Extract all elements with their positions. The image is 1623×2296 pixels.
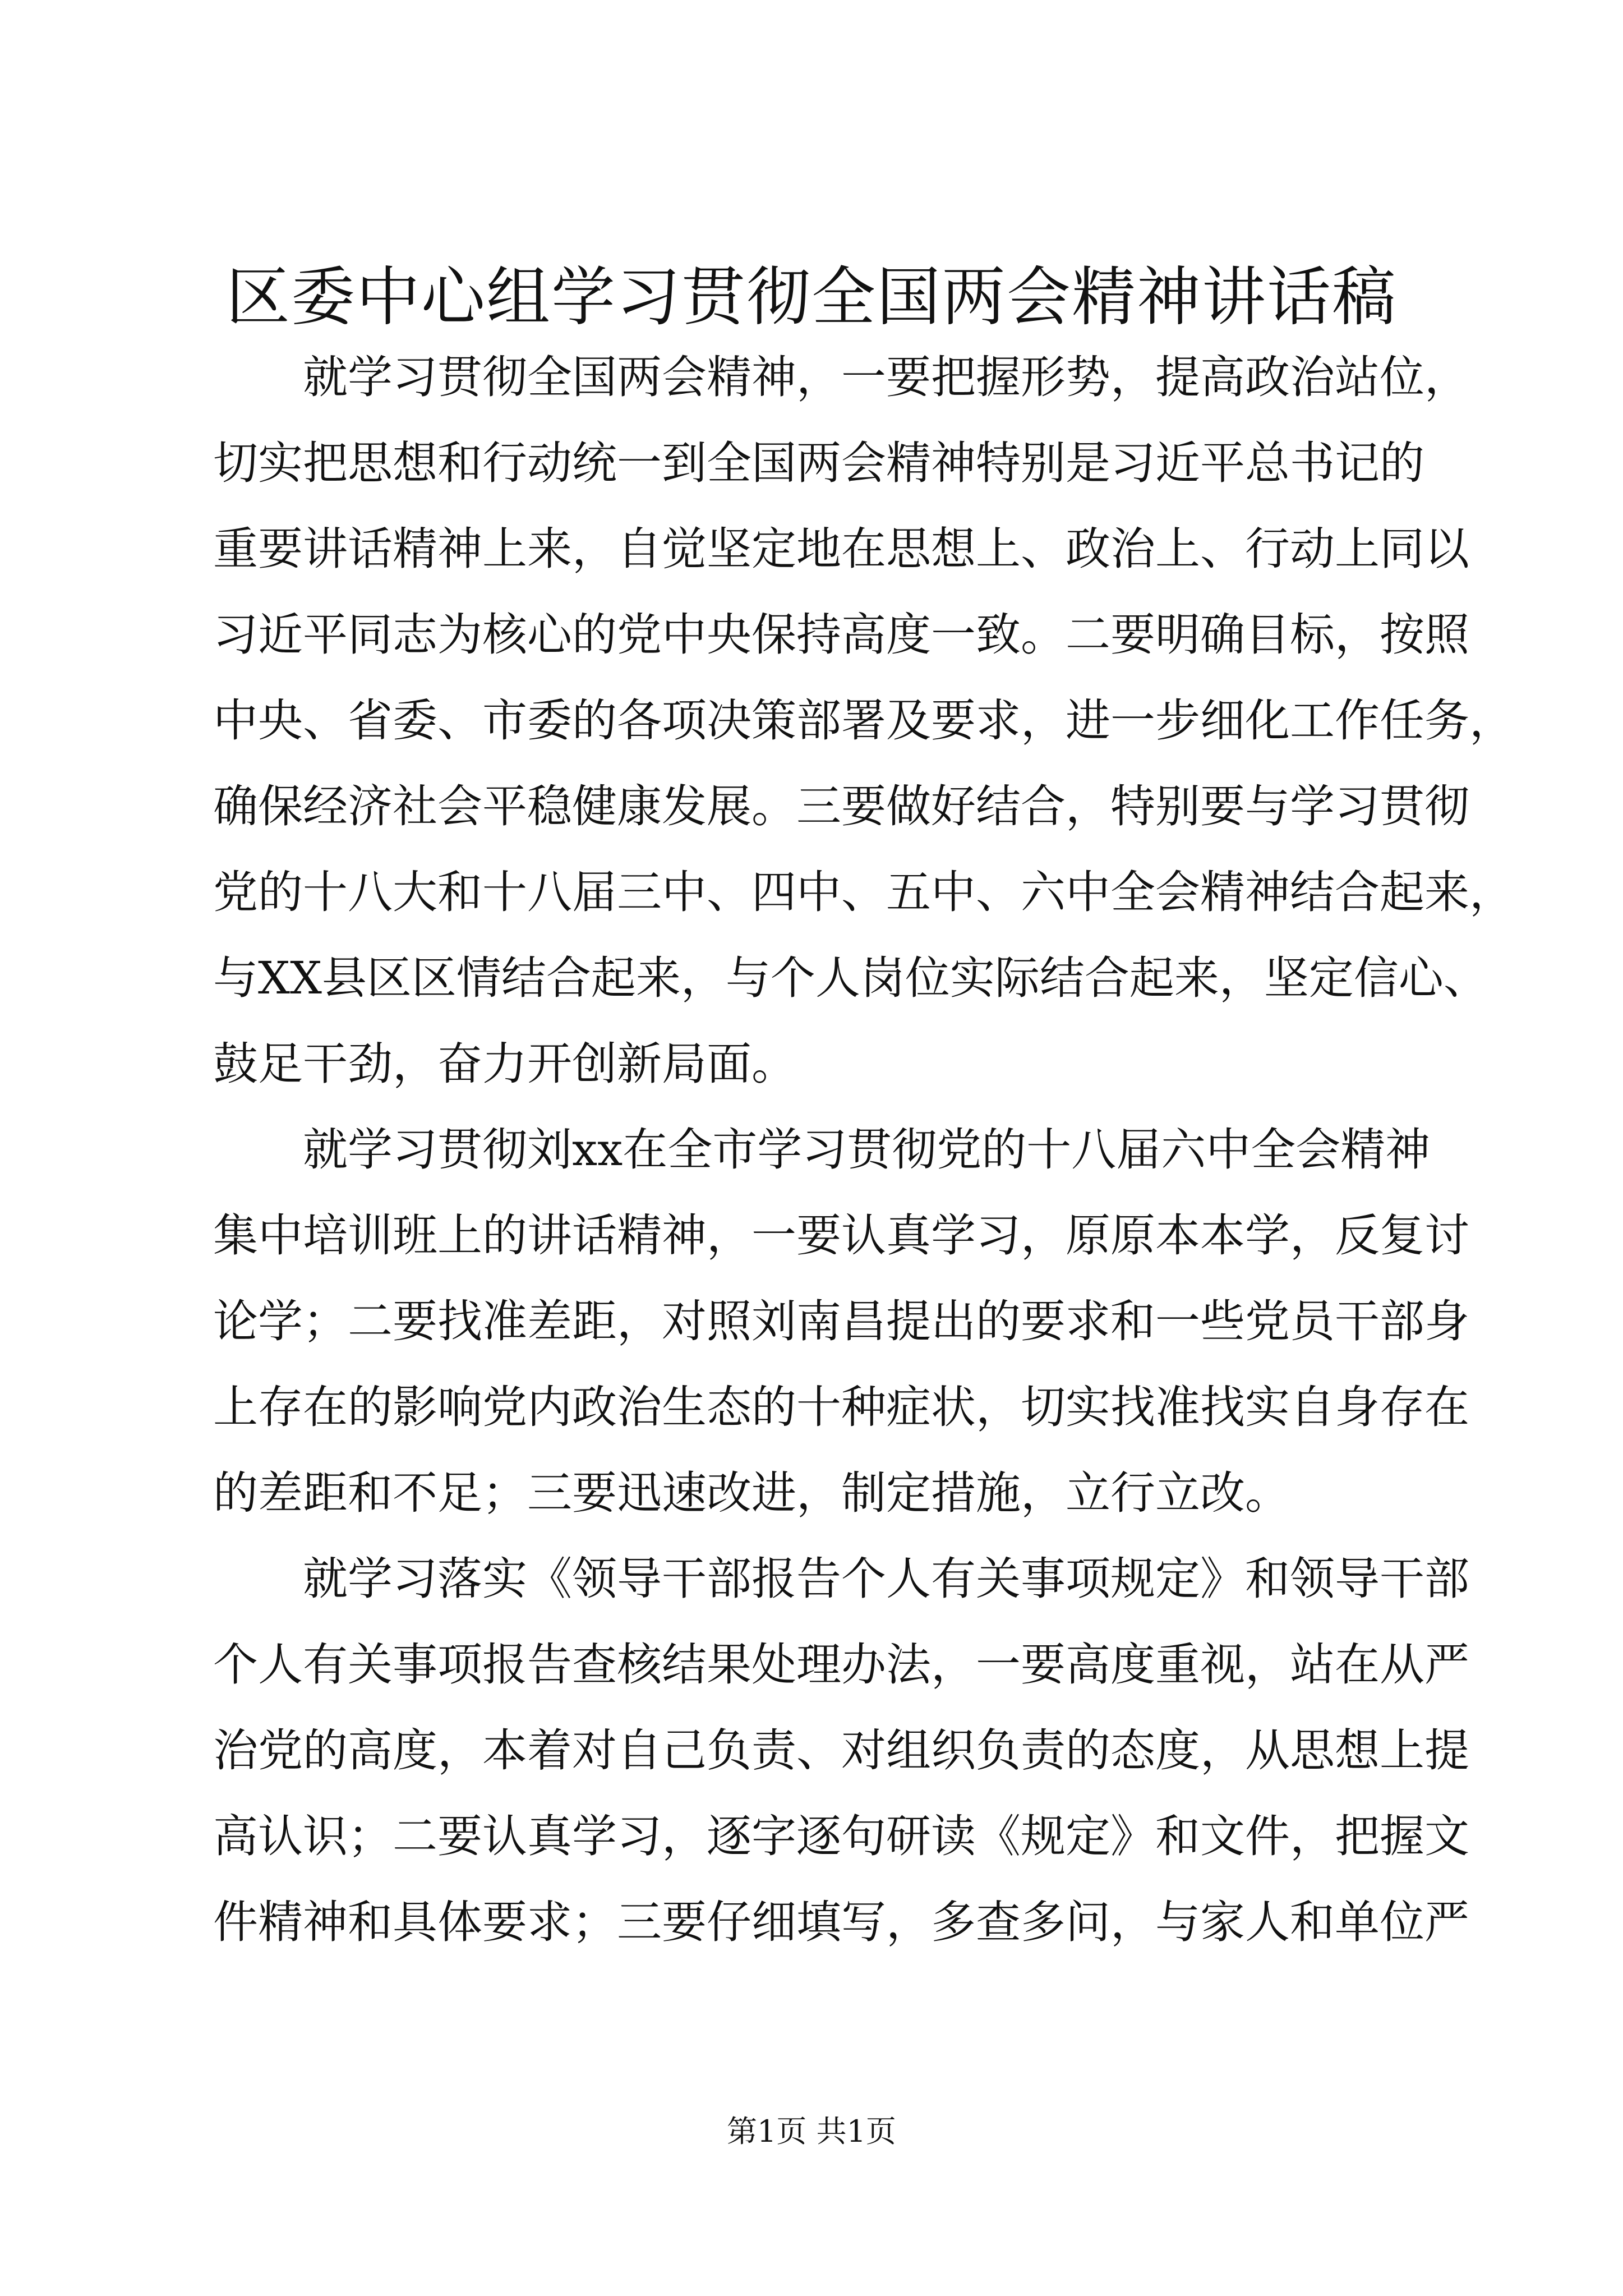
paragraph-1-line-5: 中央、省委、市委的各项决策部署及要求，进一步细化工作任务，	[213, 694, 1514, 747]
document-title: 区委中心组学习贯彻全国两会精神讲话稿	[225, 260, 1397, 334]
paragraph-1-line-8: 与XX县区区情结合起来，与个人岗位实际结合起来，坚定信心、	[213, 952, 1488, 1004]
page-number-footer: 第1页 共1页	[727, 2114, 896, 2149]
paragraph-2-line-1: 就学习贯彻刘xx在全市学习贯彻党的十八届六中全会精神	[303, 1124, 1431, 1176]
paragraph-3-line-5: 件精神和具体要求；三要仔细填写，多查多问，与家人和单位严	[213, 1896, 1469, 1948]
paragraph-1-line-2: 切实把思想和行动统一到全国两会精神特别是习近平总书记的	[213, 437, 1424, 489]
paragraph-2-line-5: 的差距和不足；三要迅速改进，制定措施，立行立改。	[213, 1467, 1290, 1519]
document-body	[213, 334, 1514, 1965]
paragraph-1-line-9: 鼓足干劲，奋力开创新局面。	[213, 1038, 796, 1090]
paragraph-3-line-2: 个人有关事项报告查核结果处理办法，一要高度重视，站在从严	[213, 1639, 1469, 1691]
paragraph-3-line-1: 就学习落实《领导干部报告个人有关事项规定》和领导干部	[303, 1553, 1469, 1605]
paragraph-1-line-7: 党的十八大和十八届三中、四中、五中、六中全会精神结合起来，	[213, 866, 1514, 918]
paragraph-1-line-6: 确保经济社会平稳健康发展。三要做好结合，特别要与学习贯彻	[213, 780, 1469, 832]
paragraph-1-line-3: 重要讲话精神上来，自觉坚定地在思想上、政治上、行动上同以	[213, 523, 1469, 575]
paragraph-2-line-2: 集中培训班上的讲话精神，一要认真学习，原原本本学，反复讨	[213, 1209, 1469, 1262]
paragraph-2-line-3: 论学；二要找准差距，对照刘南昌提出的要求和一些党员干部身	[213, 1295, 1469, 1347]
paragraph-3-line-3: 治党的高度，本着对自己负责、对组织负责的态度，从思想上提	[213, 1724, 1469, 1777]
paragraph-3-line-4: 高认识；二要认真学习，逐字逐句研读《规定》和文件，把握文	[213, 1810, 1469, 1862]
paragraph-1-line-4: 习近平同志为核心的党中央保持高度一致。二要明确目标，按照	[213, 609, 1469, 661]
paragraph-2-line-4: 上存在的影响党内政治生态的十种症状，切实找准找实自身存在	[213, 1381, 1469, 1433]
paragraph-1-line-1: 就学习贯彻全国两会精神，一要把握形势，提高政治站位，	[303, 351, 1469, 403]
